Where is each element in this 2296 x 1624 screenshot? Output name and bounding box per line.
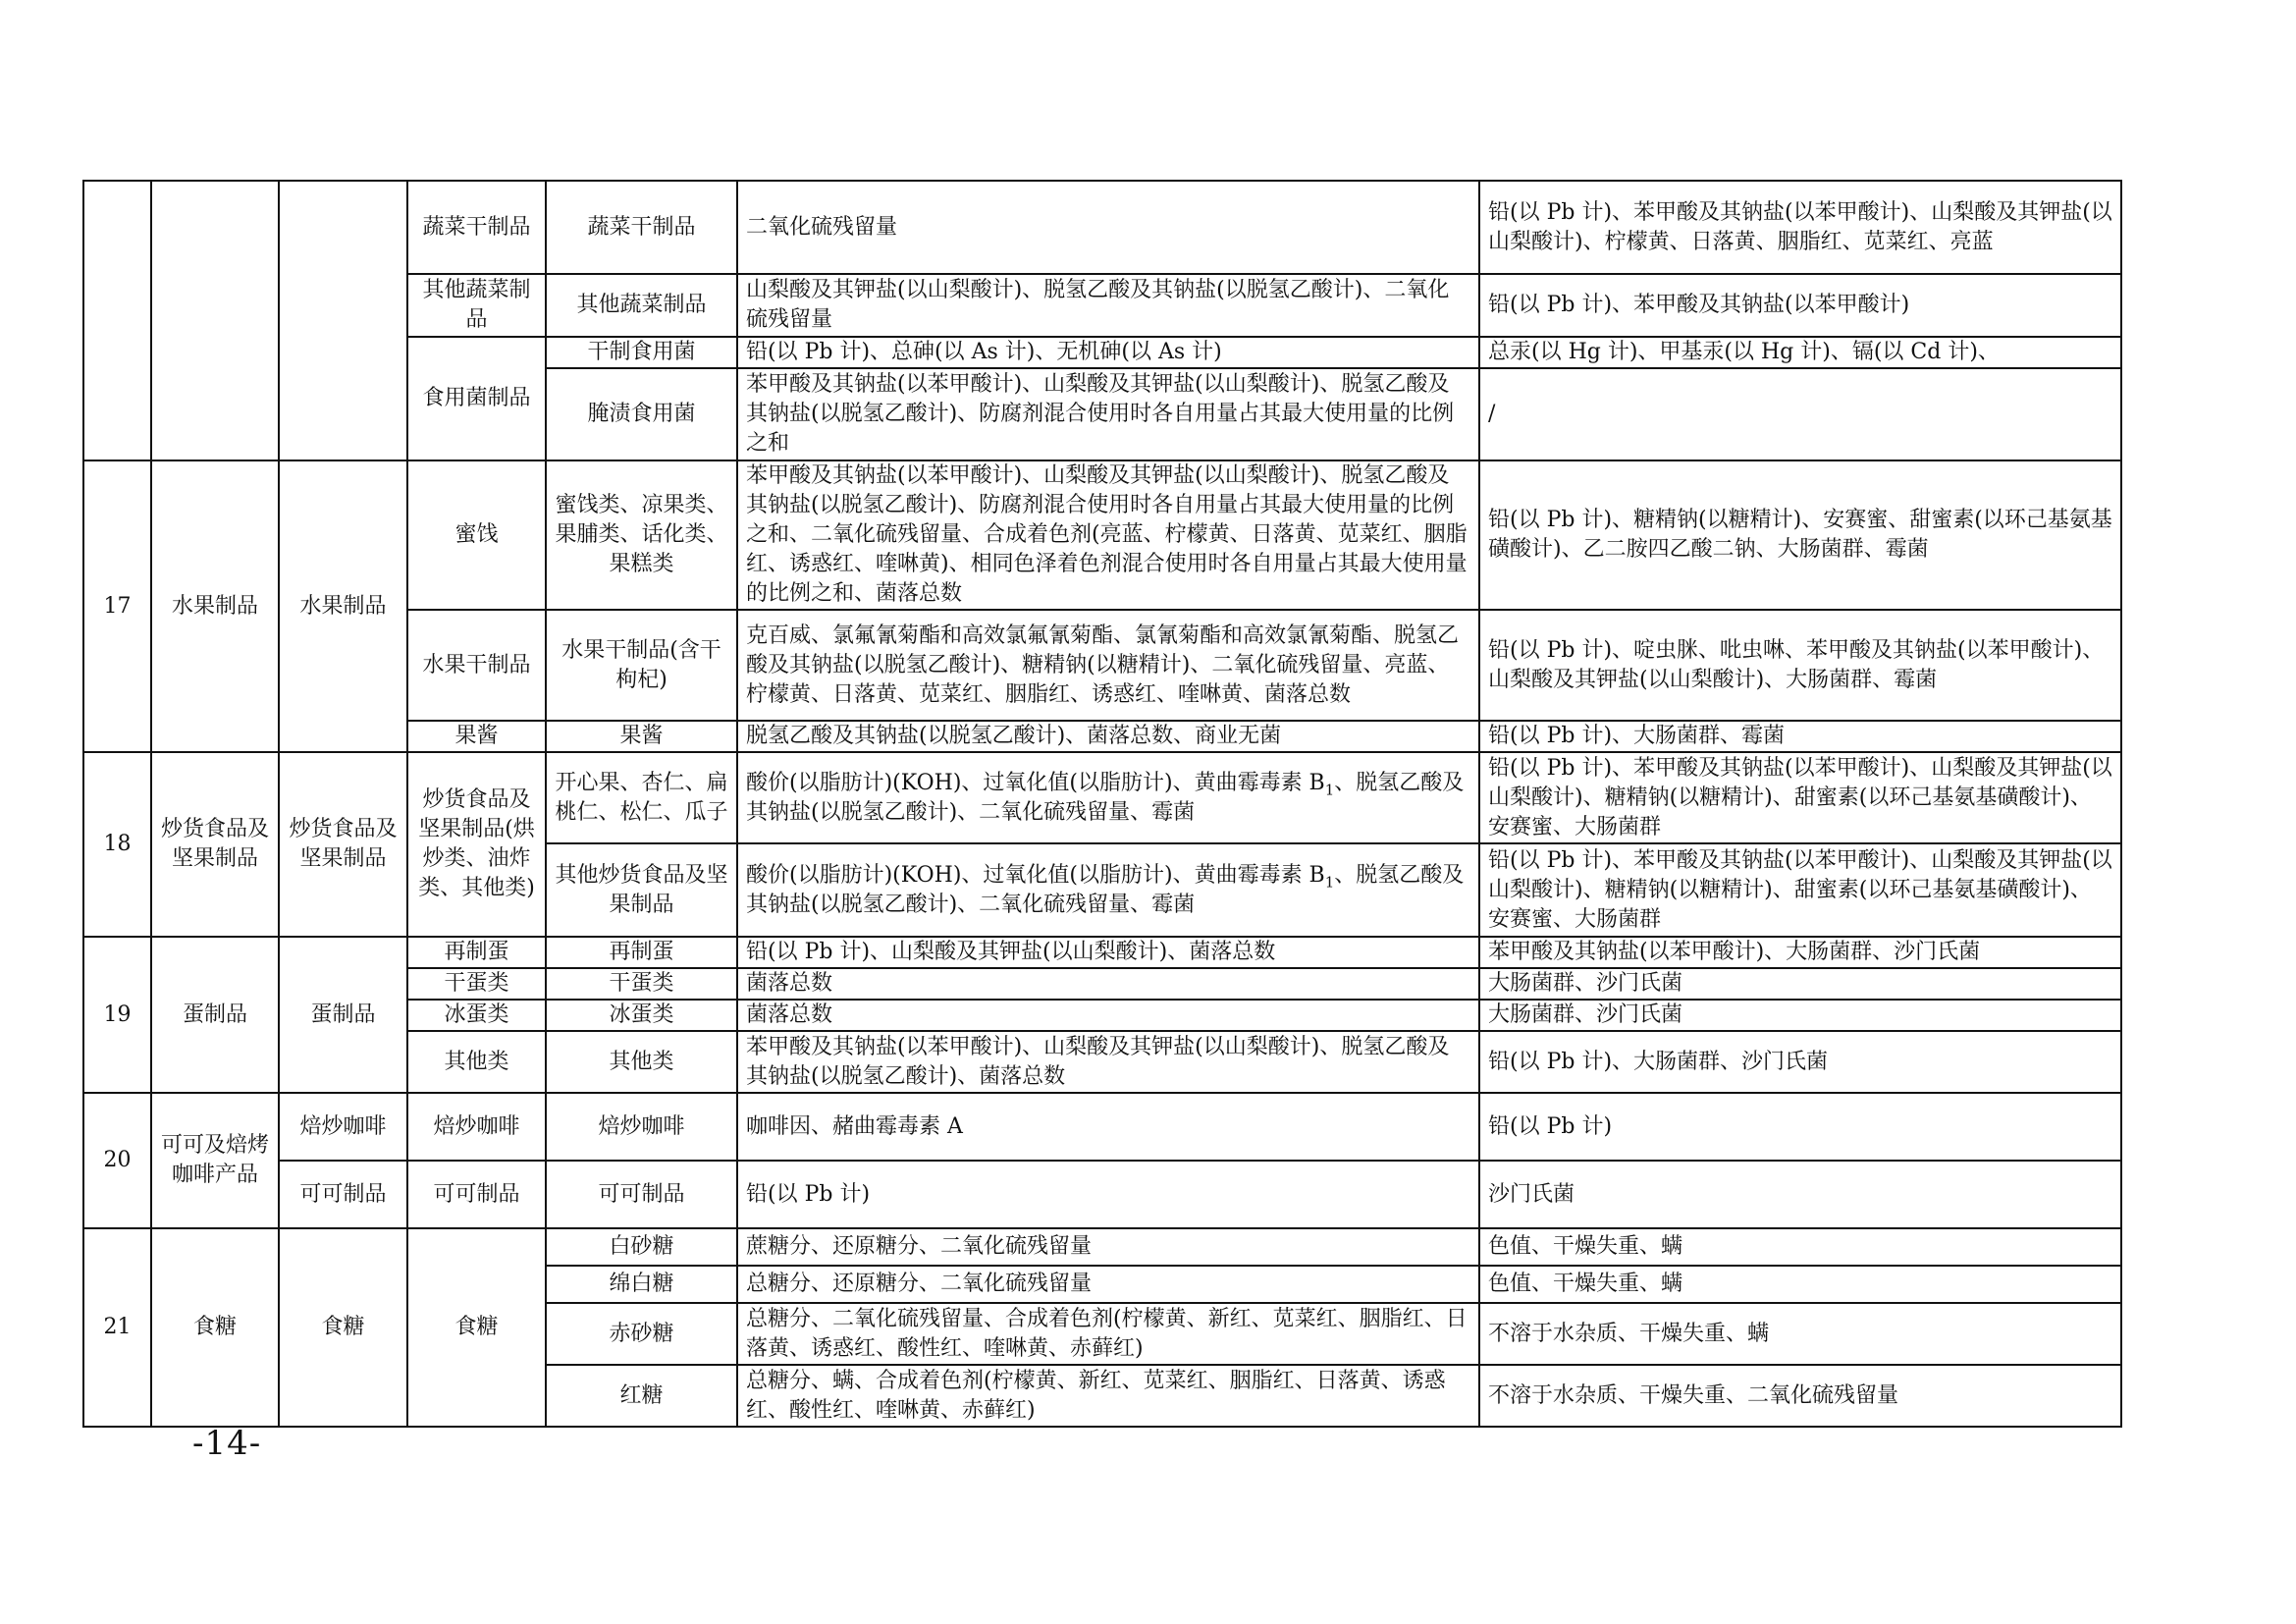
serial-number-cell: 18 [83,752,151,937]
required-items-cell: 山梨酸及其钾盐(以山梨酸计)、脱氢乙酸及其钠盐(以脱氢乙酸计)、二氧化硫残留量 [737,274,1479,337]
detail-variety-cell: 再制蛋 [546,937,737,968]
detail-variety-cell: 干制食用菌 [546,337,737,368]
optional-items-cell: 大肠菌群、沙门氏菌 [1479,968,2121,1000]
category-cell [151,181,279,460]
required-items-cell: 铅(以 Pb 计)、山梨酸及其钾盐(以山梨酸计)、菌落总数 [737,937,1479,968]
variety-cell: 水果干制品 [407,610,546,721]
table-row [83,181,2121,274]
variety-cell: 再制蛋 [407,937,546,968]
table-row [83,1161,2121,1228]
category-cell: 蛋制品 [151,937,279,1093]
optional-items-cell: 总汞(以 Hg 计)、甲基汞(以 Hg 计)、镉(以 Cd 计)、 [1479,337,2121,368]
subcategory-cell: 蛋制品 [279,937,407,1093]
optional-items-cell: 色值、干燥失重、螨 [1479,1228,2121,1266]
required-items-text: 酸价(以脂肪计)(KOH)、过氧化值(以脂肪计)、黄曲霉毒素 B [746,770,1325,795]
optional-items-cell: 铅(以 Pb 计)、苯甲酸及其钠盐(以苯甲酸计)、山梨酸及其钾盐(以山梨酸计)、糖精钠(以糖精计)、甜蜜素(以环己基氨基磺酸计)、安赛蜜、大肠菌群 [1479,752,2121,843]
category-cell: 可可及焙烤咖啡产品 [151,1093,279,1228]
detail-variety-cell: 果酱 [546,721,737,752]
detail-variety-cell: 白砂糖 [546,1228,737,1266]
required-items-cell [737,752,1479,843]
table-row [83,1228,2121,1266]
optional-items-cell: 不溶于水杂质、干燥失重、二氧化硫残留量 [1479,1365,2121,1427]
required-items-cell: 菌落总数 [737,968,1479,1000]
required-items-cell: 总糖分、螨、合成着色剂(柠檬黄、新红、苋菜红、胭脂红、日落黄、诱惑红、酸性红、喹啉黄、赤藓红) [737,1365,1479,1427]
subscript: 1 [1324,780,1335,798]
variety-cell: 焙炒咖啡 [407,1093,546,1161]
table-row [83,937,2121,968]
variety-cell: 蜜饯 [407,460,546,610]
required-items-cell: 总糖分、二氧化硫残留量、合成着色剂(柠檬黄、新红、苋菜红、胭脂红、日落黄、诱惑红、酸性红、喹啉黄、赤藓红) [737,1303,1479,1365]
required-items-cell: 蔗糖分、还原糖分、二氧化硫残留量 [737,1228,1479,1266]
optional-items-cell: 色值、干燥失重、螨 [1479,1266,2121,1303]
optional-items-cell: 铅(以 Pb 计)、苯甲酸及其钠盐(以苯甲酸计) [1479,274,2121,337]
optional-items-cell: / [1479,368,2121,460]
subcategory-cell: 水果制品 [279,460,407,752]
variety-cell: 蔬菜干制品 [407,181,546,274]
detail-variety-cell: 可可制品 [546,1161,737,1228]
variety-cell: 食用菌制品 [407,337,546,460]
optional-items-cell: 铅(以 Pb 计)、苯甲酸及其钠盐(以苯甲酸计)、山梨酸及其钾盐(以山梨酸计)、柠檬黄、日落黄、胭脂红、苋菜红、亮蓝 [1479,181,2121,274]
detail-variety-cell: 红糖 [546,1365,737,1427]
variety-cell: 冰蛋类 [407,1000,546,1031]
required-items-text: 酸价(以脂肪计)(KOH)、过氧化值(以脂肪计)、黄曲霉毒素 B [746,862,1325,888]
optional-items-cell: 不溶于水杂质、干燥失重、螨 [1479,1303,2121,1365]
variety-cell: 炒货食品及坚果制品(烘炒类、油炸类、其他类) [407,752,546,937]
subcategory-cell: 食糖 [279,1228,407,1427]
inspection-items-table [82,180,2122,1428]
required-items-text: 、脱氢乙酸及其钠盐(以脱氢乙酸计)、二氧化硫残留量、霉菌 [746,862,1465,917]
optional-items-cell: 大肠菌群、沙门氏菌 [1479,1000,2121,1031]
subcategory-cell: 焙炒咖啡 [279,1093,407,1161]
detail-variety-cell: 蔬菜干制品 [546,181,737,274]
subcategory-cell: 可可制品 [279,1161,407,1228]
required-items-cell: 脱氢乙酸及其钠盐(以脱氢乙酸计)、菌落总数、商业无菌 [737,721,1479,752]
detail-variety-cell: 蜜饯类、凉果类、果脯类、话化类、果糕类 [546,460,737,610]
variety-cell: 其他蔬菜制品 [407,274,546,337]
required-items-cell [737,843,1479,937]
detail-variety-cell: 绵白糖 [546,1266,737,1303]
variety-cell: 干蛋类 [407,968,546,1000]
optional-items-cell: 铅(以 Pb 计)、苯甲酸及其钠盐(以苯甲酸计)、山梨酸及其钾盐(以山梨酸计)、糖精钠(以糖精计)、甜蜜素(以环己基氨基磺酸计)、安赛蜜、大肠菌群 [1479,843,2121,937]
detail-variety-cell: 其他蔬菜制品 [546,274,737,337]
category-cell: 水果制品 [151,460,279,752]
variety-cell: 可可制品 [407,1161,546,1228]
optional-items-cell: 铅(以 Pb 计) [1479,1093,2121,1161]
detail-variety-cell: 腌渍食用菌 [546,368,737,460]
required-items-cell: 二氧化硫残留量 [737,181,1479,274]
detail-variety-cell: 焙炒咖啡 [546,1093,737,1161]
table-row [83,460,2121,610]
optional-items-cell: 铅(以 Pb 计)、大肠菌群、霉菌 [1479,721,2121,752]
table-row [83,752,2121,843]
serial-number-cell: 17 [83,460,151,752]
serial-number-cell [83,181,151,460]
detail-variety-cell: 干蛋类 [546,968,737,1000]
detail-variety-cell: 开心果、杏仁、扁桃仁、松仁、瓜子 [546,752,737,843]
category-cell: 食糖 [151,1228,279,1427]
subcategory-cell: 炒货食品及坚果制品 [279,752,407,937]
required-items-cell: 苯甲酸及其钠盐(以苯甲酸计)、山梨酸及其钾盐(以山梨酸计)、脱氢乙酸及其钠盐(以脱氢乙酸计)、菌落总数 [737,1031,1479,1093]
required-items-text: 、脱氢乙酸及其钠盐(以脱氢乙酸计)、二氧化硫残留量、霉菌 [746,770,1465,825]
optional-items-cell: 沙门氏菌 [1479,1161,2121,1228]
variety-cell: 其他类 [407,1031,546,1093]
detail-variety-cell: 其他类 [546,1031,737,1093]
required-items-cell: 苯甲酸及其钠盐(以苯甲酸计)、山梨酸及其钾盐(以山梨酸计)、脱氢乙酸及其钠盐(以脱氢乙酸计)、防腐剂混合使用时各自用量占其最大使用量的比例之和、二氧化硫残留量、合成着色剂(亮蓝、柠檬黄、日落黄、苋菜红、胭脂红、诱惑红、喹啉黄)、相同色泽着色剂混合使用时各自用量占其最大使用量的比例之和、菌落总数 [737,460,1479,610]
subcategory-cell [279,181,407,460]
serial-number-cell: 20 [83,1093,151,1228]
required-items-cell: 咖啡因、赭曲霉毒素 A [737,1093,1479,1161]
detail-variety-cell: 其他炒货食品及坚果制品 [546,843,737,937]
serial-number-cell: 19 [83,937,151,1093]
page-number: -14- [192,1424,262,1463]
detail-variety-cell: 赤砂糖 [546,1303,737,1365]
category-cell: 炒货食品及坚果制品 [151,752,279,937]
required-items-cell: 苯甲酸及其钠盐(以苯甲酸计)、山梨酸及其钾盐(以山梨酸计)、脱氢乙酸及其钠盐(以脱氢乙酸计)、防腐剂混合使用时各自用量占其最大使用量的比例之和 [737,368,1479,460]
required-items-cell: 总糖分、还原糖分、二氧化硫残留量 [737,1266,1479,1303]
required-items-cell: 克百威、氯氟氰菊酯和高效氯氟氰菊酯、氯氰菊酯和高效氯氰菊酯、脱氢乙酸及其钠盐(以脱氢乙酸计)、糖精钠(以糖精计)、二氧化硫残留量、亮蓝、柠檬黄、日落黄、苋菜红、胭脂红、诱惑红、喹啉黄、菌落总数 [737,610,1479,721]
variety-cell: 果酱 [407,721,546,752]
serial-number-cell: 21 [83,1228,151,1427]
variety-cell: 食糖 [407,1228,546,1427]
subscript: 1 [1324,872,1335,891]
optional-items-cell: 苯甲酸及其钠盐(以苯甲酸计)、大肠菌群、沙门氏菌 [1479,937,2121,968]
required-items-cell: 铅(以 Pb 计)、总砷(以 As 计)、无机砷(以 As 计) [737,337,1479,368]
required-items-cell: 铅(以 Pb 计) [737,1161,1479,1228]
table-row [83,1093,2121,1161]
optional-items-cell: 铅(以 Pb 计)、糖精钠(以糖精计)、安赛蜜、甜蜜素(以环己基氨基磺酸计)、乙二胺四乙酸二钠、大肠菌群、霉菌 [1479,460,2121,610]
detail-variety-cell: 冰蛋类 [546,1000,737,1031]
optional-items-cell: 铅(以 Pb 计)、啶虫脒、吡虫啉、苯甲酸及其钠盐(以苯甲酸计)、山梨酸及其钾盐(以山梨酸计)、大肠菌群、霉菌 [1479,610,2121,721]
required-items-cell: 菌落总数 [737,1000,1479,1031]
optional-items-cell: 铅(以 Pb 计)、大肠菌群、沙门氏菌 [1479,1031,2121,1093]
detail-variety-cell: 水果干制品(含干枸杞) [546,610,737,721]
